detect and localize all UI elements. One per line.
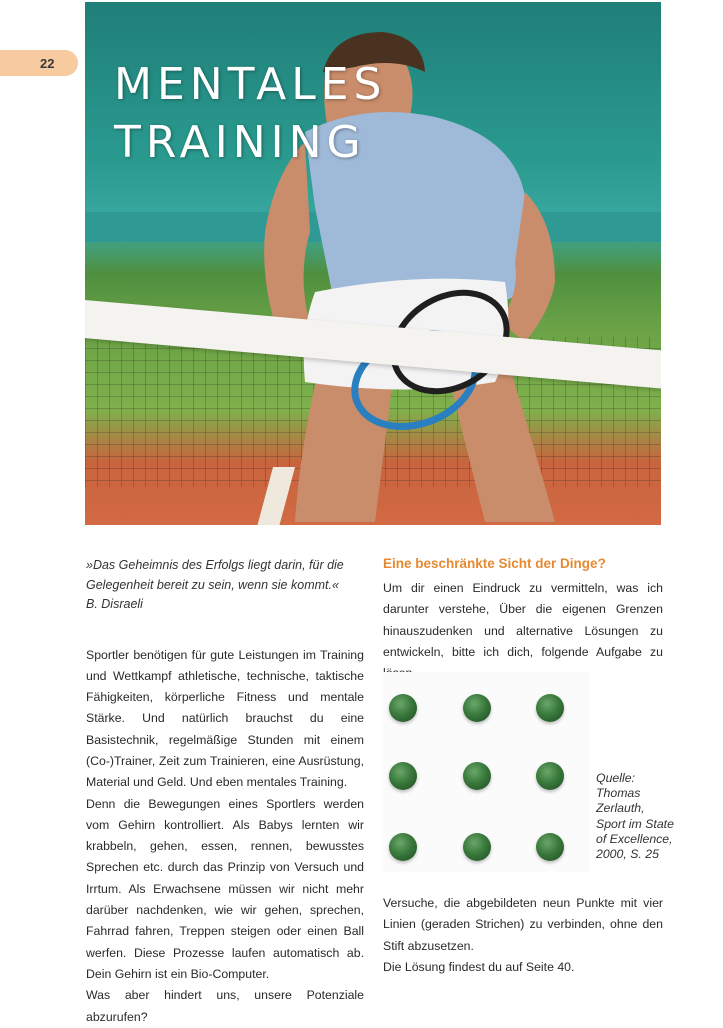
task-text [383,893,663,978]
paragraph: Was aber hindert uns, unsere Potenziale abzurufen? [86,988,364,1024]
paragraph: Denn die Bewegungen eines Sportlers werden vom Gehirn kontrolliert. Als Babys lernten wir krabbeln, gehen, essen, rennen, bewusstes Sprechen etc. durch das Prinzip von Versuch und Irrtum. Als Erwachsene müssen wir nicht mehr darüber nachdenken, wie wir gehen, sprechen, Fahrrad fahren, Treppen steigen oder einen Ball werfen. Diese Prozesse laufen automatisch ab. Dein Gehirn ist ein Bio-Computer. [86,796,364,981]
source-line: Zerlauth, [596,801,645,816]
left-column [86,556,364,1028]
dot [536,833,564,861]
dot [536,762,564,790]
quote-text: »Das Geheimnis des Erfolgs liegt darin, für die Gelegenheit bereit zu sein, wenn sie kommt.« [86,558,344,592]
title-line-1: MENTALES [114,59,387,110]
source-line: of Excellence, [596,831,673,846]
paragraph: Sportler benötigen für gute Leistungen im Training und Wettkampf athletische, technische, taktische Fähigkeiten, körperliche Fitness und mentale Stärke. Und natürlich brauchst du eine Basistechnik, regelmäßige Stunden mit einem (Co-)Trainer, Zeit zum Trainieren, eine Ausrüstung, Material und Geld. Und eben mentales Training. [86,647,364,790]
dot [389,694,417,722]
page-number-tab [0,50,78,76]
task-instruction: Versuche, die abgebildeten neun Punkte mit vier Linien (geraden Strichen) zu verbinden, ohne den Stift abzusetzen. [383,896,663,953]
quote [86,556,364,615]
source-citation [596,771,696,862]
source-line: Thomas [596,786,641,801]
page-title [114,56,386,172]
page-number: 22 [40,55,55,71]
dot [463,762,491,790]
title-line-2: TRAINING [114,117,366,168]
section-heading: Eine beschränkte Sicht der Dinge? [383,556,606,571]
source-line: Quelle: [596,771,635,785]
dot [389,762,417,790]
source-line: 2000, S. 25 [596,847,659,862]
dot [389,833,417,861]
solution-reference: Die Lösung findest du auf Seite 40. [383,959,575,974]
paragraph: Um dir einen Eindruck zu vermitteln, was ich darunter verstehe, Über die eigenen Grenzen hinauszudenken und alternative Lösungen zu entwickeln, bitte ich dich, folgende Aufgabe zu [383,581,663,659]
dot [536,694,564,722]
source-line: Sport im State [596,816,674,831]
body-text [86,645,364,1028]
nine-dots-puzzle [383,672,589,872]
dot [463,694,491,722]
quote-author: B. Disraeli [86,597,143,611]
intro-text [383,578,663,684]
dot [463,833,491,861]
right-column [383,554,663,684]
